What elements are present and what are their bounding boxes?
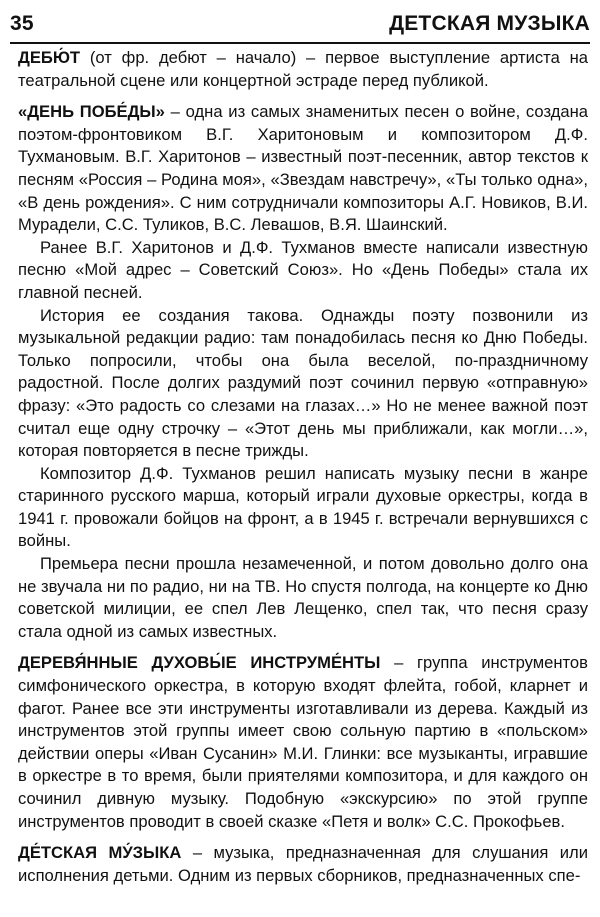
entry-definition: – группа инструментов симфонического оркестра, в которую входят флейта, гобой, кларнет и фагот. Ранее все эти инструменты изготавливали из дерева. Каждый из инструментов этой группы имеет свою сольную партию в «польском» действии оперы «Иван Сусанин» М.И. Глинки: все музыканты, игравшие в оркестре в то время, были приятелями композитора, и для каждого он сочинил дивную музыку. Подобную «экскурсию» по этой группе инструментов проводит в своей сказке «Петя и волк» С.С. Прокофьев. xyxy=(18,653,588,831)
entry-paragraph: Премьера песни прошла незамеченной, и потом довольно долго она не звучала ни по радио, ни на ТВ. Но спустя полгода, на концерте ко Дню советской милиции, ее спел Лев Лещенко, спел так, что песня сразу стала одной из самых известных. xyxy=(18,554,588,641)
entry-paragraph: История ее создания такова. Однажды поэту позвонили из музыкальной редакции радио: там понадобилась песня ко Дню Победы. Только попросили, чтобы она была веселой, по-праздничному радостной. После долгих раздумий поэт сочинил первую «отправную» фразу: «Это радость со слезами на глазах…» Но не менее важной поэт считал еще одну строчку – «Этот день мы приближали, как могли…», которая повторяется в песне трижды. xyxy=(18,305,588,461)
entry-childrens-music xyxy=(18,842,588,887)
entry-definition: – одна из самых знаменитых песен о войне, создана поэтом-фронтовиком В.Г. Харитоновым и композитором Д.Ф. Тухмановым. В.Г. Харитонов – известный поэт-песенник, автор текстов к песням «Россия – Родина моя», «Звездам навстречу», «Ты только одна», «В день рождения». С ним сотрудничали композиторы А.Г. Новиков, В.И. Мурадели, С.С. Туликов, В.С. Левашов, В.Я. Шаинский. xyxy=(18,102,588,235)
section-title: ДЕТСКАЯ МУЗЫКА xyxy=(389,12,590,35)
entry-term: ДЕБЮ́Т xyxy=(18,48,81,67)
running-header xyxy=(10,6,590,42)
header-rule xyxy=(10,42,590,44)
entry-paragraph: Композитор Д.Ф. Тухманов решил написать музыку песни в жанре старинного русского марша, который играли духовые оркестры, когда в 1941 г. провожали бойцов на фронт, а в 1945 г. встречали вернувшихся с войны. xyxy=(18,463,588,551)
entry-paragraph: Ранее В.Г. Харитонов и Д.Ф. Тухманов вместе написали известную песню «Мой адрес – Советский Союз». Но «День Победы» стала их главной песней. xyxy=(18,237,588,302)
entry-definition: (от фр. дебют – начало) – первое выступление артиста на театральной сцене или концертной эстраде перед публикой. xyxy=(18,48,588,90)
page-number: 35 xyxy=(10,12,34,35)
entry-debut xyxy=(18,47,588,92)
entry-term: ДЕ́ТСКАЯ МУ́ЗЫКА xyxy=(18,843,182,863)
dictionary-text xyxy=(18,47,588,887)
entry-den-pobedy xyxy=(18,101,588,237)
entry-woodwinds xyxy=(18,652,588,833)
entry-term: «ДЕНЬ ПОБЕ́ДЫ» xyxy=(18,102,165,122)
entry-definition: – музыка, предназначенная для слушания или исполнения детьми. Одним из первых сборников, предназначенных спе- xyxy=(18,843,588,885)
entry-term: ДЕРЕВЯ́ННЫЕ ДУХОВЫ́Е ИНСТРУМЕ́НТЫ xyxy=(18,653,381,673)
